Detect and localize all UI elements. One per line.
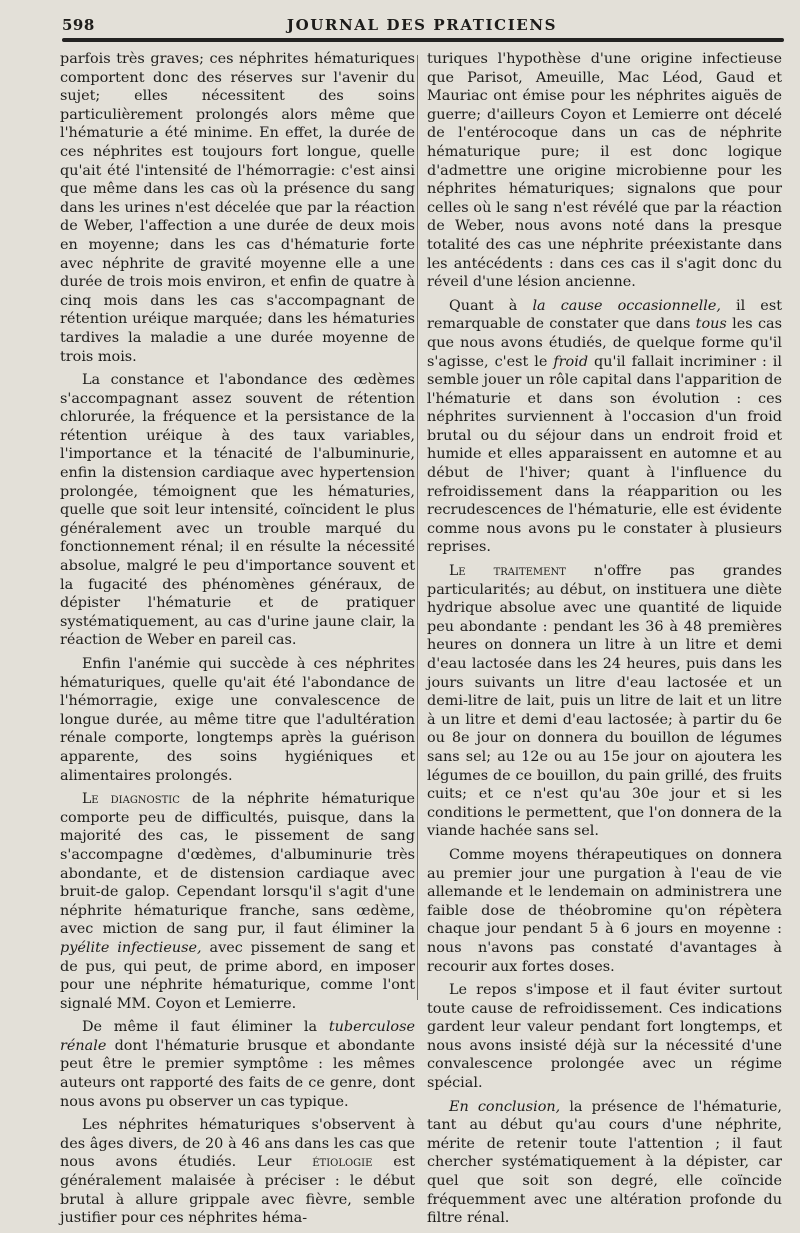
italic-term: En conclusion, [449, 1098, 561, 1115]
italic-term: froid [553, 353, 589, 370]
italic-term: la cause occasionnelle, [532, 297, 721, 314]
paragraph: La constance et l'abondance des œdèmes s'accompagnant assez souvent de rétention chlorurée, la fréquence et la persistance de la rétention uréique à des taux variables, l'importance et la ténacité de l'albuminurie, enfin la distension cardiaque avec hypertension prolongée, témoignent que les hématuries, quelle que soit leur intensité, coïncident le plus généralement avec un trouble marqué du fonctionnement rénal; il en résulte la nécessité absolue, malgré le peu d'importance souvent et la fugacité des phénomènes généraux, de dépister l'hématurie et de pratiquer systématiquement, au cas d'urine jaune clair, la réaction de Weber en pareil cas. [60, 372, 415, 649]
right-column [427, 50, 782, 1233]
page-header [62, 16, 782, 38]
header-rule [62, 38, 784, 42]
italic-term: pyélite infectieuse, [60, 939, 202, 956]
paragraph: parfois très graves; ces néphrites hématuriques comportent donc des réserves sur l'avenir du sujet; elles nécessitent des soins particulièrement prolongés alors même que l'hématurie a été minime. En effet, la durée de ces néphrites est toujours fort longue, quelle qu'ait été l'intensité de l'hémorragie: c'est ainsi que même dans les cas où la présence du sang dans les urines n'est décelée que par la réaction de Weber, l'affection a une durée de deux mois en moyenne; dans les cas d'hématurie forte avec néphrite de gravité moyenne elle a une durée de trois mois environ, et enfin de quatre à cinq mois dans les cas s'accompagnant de rétention uréique marquée; dans les hématuries tardives la maladie a une durée moyenne de trois mois. [60, 51, 415, 365]
section-lead: Le diagnostic [82, 791, 180, 808]
paragraph: Comme moyens thérapeutiques on donnera au premier jour une purgation à l'eau de vie allemande et le lendemain on administrera une faible dose de théobromine qu'on répètera chaque jour pendant 5 à 6 jours en moyenne : nous n'avons pas constaté d'avantages à recourir aux fortes doses. [427, 846, 782, 975]
column-divider [417, 55, 418, 1000]
page-number: 598 [62, 16, 95, 34]
paragraph: Le repos s'impose et il faut éviter surtout toute cause de refroidissement. Ces indications gardent leur valeur pendant fort longtemps, et nous avons insisté déjà sur la nécessité d'une convalescence prolongée avec un régime spécial. [427, 982, 782, 1092]
paragraph-conclusion: En conclusion, la présence de l'hématurie, tant au début qu'au cours d'une néphrite, mérite de retenir toute l'attention ; il faut chercher systématiquement à la dépister, car quel que soit son degré, elle coïncide fréquemment avec une altération profonde du filtre rénal. [427, 1098, 782, 1227]
paragraph: Quant à la cause occasionnelle, il est remarquable de constater que dans tous les cas que nous avons étudiés, de quelque forme qu'il s'agisse, c'est le froid qu'il fallait incriminer : il semble jouer un rôle capital dans l'apparition de l'hématurie et dans son évolution : ces néphrites surviennent à l'occasion d'un froid brutal ou du séjour dans un endroit froid et humide et elles apparaissent en automne et au début de l'hiver; quant à l'influence du refroidissement dans la réapparition ou les recrudescences de l'hématurie, elle est évidente comme nous avons pu le constater à plusieurs reprises. [427, 297, 782, 556]
paragraph: De même il faut éliminer la tuberculose rénale dont l'hématurie brusque et abondante peut être le premier symptôme : les mêmes auteurs ont rapporté des faits de ce genre, dont nous avons pu observer un cas typique. [60, 1019, 415, 1110]
paragraph: Enfin l'anémie qui succède à ces néphrites hématuriques, quelle qu'ait été l'abondance de l'hémorragie, exige une convalescence de longue durée, au même titre que l'adultération rénale comporte, longtemps après la guérison apparente, des soins hygiéniques et alimentaires prolongés. [60, 656, 415, 784]
section-lead: Le traitement [449, 563, 566, 580]
paragraph: turiques l'hypothèse d'une origine infectieuse que Parisot, Ameuille, Mac Léod, Gaud et Mauriac ont émise pour les néphrites aiguës de guerre; d'ailleurs Coyon et Lemierre ont décelé de l'entérocoque dans un cas de néphrite hématurique pure; il est donc logique d'admettre une origine microbienne pour les néphrites hématuriques; signalons que pour celles où le sang n'est révélé que par la réaction de Weber, nous avons noté dans la presque totalité des cas une néphrite préexistante dans les antécédents : dans ces cas il s'agit donc du réveil d'une lésion ancienne. [427, 51, 782, 291]
paragraph-etiologie: Les néphrites hématuriques s'observent à des âges divers, de 20 à 46 ans dans les cas que nous avons étudiés. Leur étiologie est généralement malaisée à préciser : le début brutal à allure grippale avec fièvre, semble justifier pour ces néphrites héma- [60, 1117, 415, 1227]
italic-term: tous [695, 316, 727, 333]
paragraph-diagnostic: Le diagnostic de la néphrite hématurique comporte peu de difficultés, puisque, dans la majorité des cas, le pissement de sang s'accompagne d'œdèmes, d'albuminurie très abondante, et de distension cardiaque avec bruit-de galop. Cependant lorsqu'il s'agit d'une néphrite hématurique franche, sans œdème, avec miction de sang pur, il faut éliminer la pyélite infectieuse, avec pissement de sang et de pus, qui peut, de prime abord, en imposer pour une néphrite hématurique, comme l'ont signalé MM. Coyon et Lemierre. [60, 791, 416, 1012]
section-lead: étiologie [312, 1154, 373, 1171]
paragraph-traitement: Le traitement n'offre pas grandes particularités; au début, on instituera une diète hydrique absolue avec une quantité de liquide peu abondante : pendant les 36 à 48 premières heures on donnera un litre à un litre et demi d'eau lactosée dans les 24 heures, puis dans les jours suivants un litre d'eau lactosée et un demi-litre de lait, puis un litre de lait et un litre à un litre et demi d'eau lactosée; à partir du 6e ou 8e jour on donnera du bouillon de légumes sans sel; au 12e ou au 15e jour on ajoutera les légumes de ce bouillon, du pain grillé, des fruits cuits; et ce n'est qu'au 30e jour et si les conditions le permettent, que l'on donnera de la viande hachée sans sel. [427, 563, 782, 840]
left-column [60, 50, 415, 1233]
journal-title: JOURNAL DES PRATICIENS [286, 16, 558, 34]
italic-term: tuberculose rénale [60, 1019, 415, 1054]
